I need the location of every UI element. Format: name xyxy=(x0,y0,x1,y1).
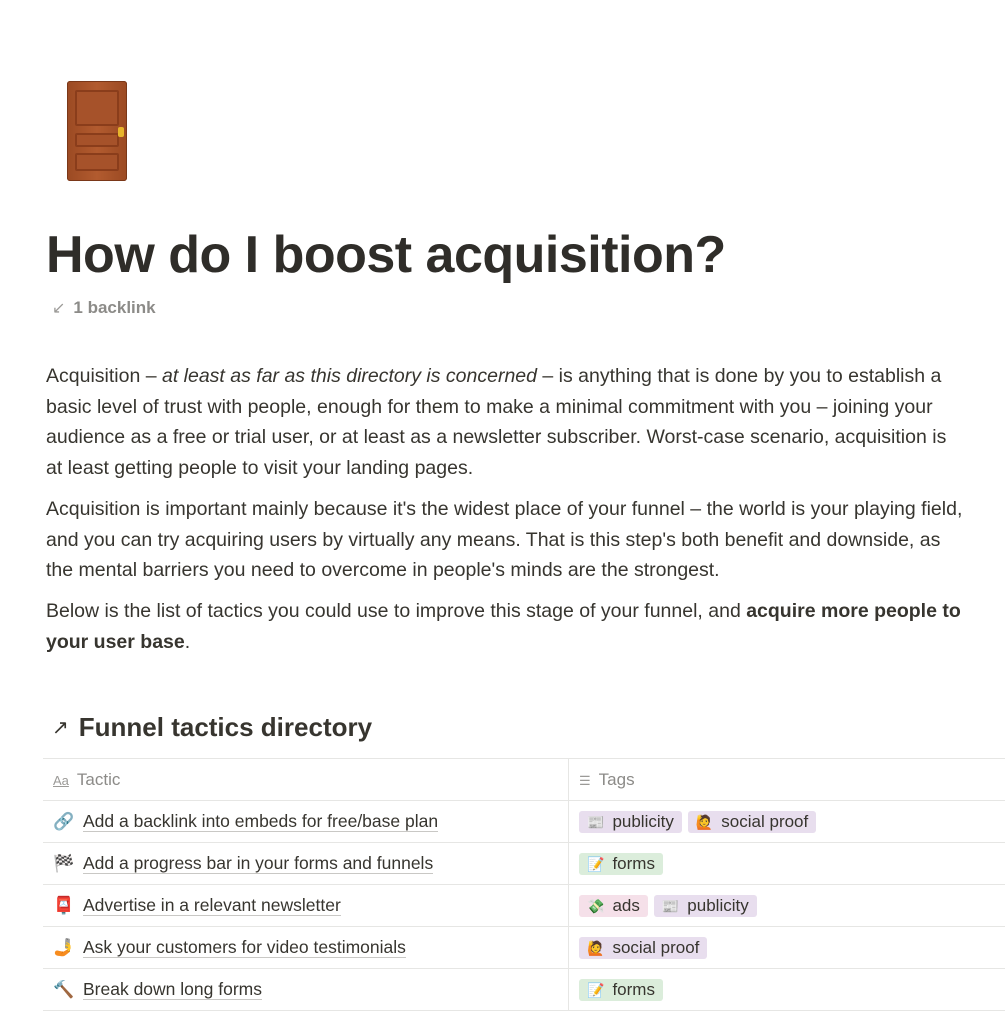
tag-label: publicity xyxy=(687,896,748,915)
list-property-icon: ☰ xyxy=(579,773,591,788)
tactic-link[interactable]: Ask your customers for video testimonials xyxy=(83,937,406,958)
paragraph-importance: Acquisition is important mainly because it's the widest place of your funnel – the world is your playing field, and you can try acquiring users by virtually any means. That is this step's both benefit and downside, as the mental barriers you need to overcome in people's minds are the strongest. xyxy=(46,494,966,586)
door-panel xyxy=(75,153,119,171)
table-header-row xyxy=(43,759,1005,801)
tactic-link[interactable]: Advertise in a relevant newsletter xyxy=(83,895,341,916)
tag-badge xyxy=(579,811,682,833)
tag-badge xyxy=(579,937,707,959)
linked-database-title[interactable] xyxy=(52,712,372,743)
arrow-up-right-icon: ↗ xyxy=(52,715,69,740)
tag-label: forms xyxy=(612,980,655,999)
table-row[interactable] xyxy=(43,969,1005,1011)
italic-text: at least as far as this directory is concerned xyxy=(162,365,537,387)
tag-label: forms xyxy=(612,854,655,873)
tag-emoji-icon: 💸 xyxy=(587,898,604,914)
column-label: Tags xyxy=(599,770,635,789)
tag-label: social proof xyxy=(721,812,808,831)
door-panel xyxy=(75,90,119,126)
table-row[interactable] xyxy=(43,885,1005,927)
tactic-link[interactable]: Break down long forms xyxy=(83,979,262,1000)
tags-cell[interactable] xyxy=(569,927,1005,969)
tactic-emoji-icon: 🤳 xyxy=(53,938,75,958)
tag-label: social proof xyxy=(612,938,699,957)
tag-emoji-icon: 📝 xyxy=(587,856,604,872)
tag-badge xyxy=(654,895,757,917)
tag-emoji-icon: 📰 xyxy=(587,814,604,830)
tags-cell[interactable] xyxy=(569,801,1005,843)
column-header-tags[interactable] xyxy=(569,759,1005,801)
tactic-cell[interactable] xyxy=(43,927,569,969)
tag-label: ads xyxy=(612,896,639,915)
door-knob xyxy=(118,127,124,137)
text-property-icon: Aa xyxy=(53,773,69,788)
tag-badge xyxy=(579,853,663,875)
backlinks-button[interactable] xyxy=(52,298,156,318)
tactic-link[interactable]: Add a backlink into embeds for free/base plan xyxy=(83,811,438,832)
text: Below is the list of tactics you could use to improve this stage of your funnel, and xyxy=(46,600,746,622)
text: . xyxy=(185,631,190,653)
tag-badge xyxy=(688,811,816,833)
page-title[interactable]: How do I boost acquisition? xyxy=(46,225,726,285)
tactic-emoji-icon: 🏁 xyxy=(53,854,75,874)
arrow-down-left-icon: ↙ xyxy=(52,298,65,318)
database-title: Funnel tactics directory xyxy=(79,712,372,743)
tactic-cell[interactable] xyxy=(43,801,569,843)
tag-badge xyxy=(579,979,663,1001)
table-row[interactable] xyxy=(43,927,1005,969)
backlinks-label: 1 backlink xyxy=(73,298,155,318)
tactic-cell[interactable] xyxy=(43,969,569,1011)
text: – is anything that is done by you to establish a basic level of trust with people, enough for them to make a minimal commitment with you – joining your audience as a free or trial user, or at least as a newsletter subscriber. Worst-case scenario, acquisition is at least getting people to visit your landing pages. xyxy=(46,365,946,479)
tactic-emoji-icon: 📮 xyxy=(53,896,75,916)
text: Acquisition – xyxy=(46,365,162,387)
tag-emoji-icon: 📝 xyxy=(587,982,604,998)
tactic-cell[interactable] xyxy=(43,885,569,927)
door-icon[interactable] xyxy=(67,81,127,181)
bold-text: acquire more people to your user base xyxy=(46,600,961,653)
paragraph-below xyxy=(46,596,966,657)
tag-label: publicity xyxy=(612,812,673,831)
column-label: Tactic xyxy=(77,770,120,789)
tactic-link[interactable]: Add a progress bar in your forms and funnels xyxy=(83,853,433,874)
tag-emoji-icon: 📰 xyxy=(662,898,679,914)
tag-badge xyxy=(579,895,648,917)
tag-emoji-icon: 🙋 xyxy=(587,940,604,956)
tactic-cell[interactable] xyxy=(43,843,569,885)
door-panel xyxy=(75,133,119,147)
column-header-tactic[interactable] xyxy=(43,759,569,801)
tactics-table xyxy=(43,758,1005,1011)
tags-cell[interactable] xyxy=(569,843,1005,885)
paragraph-intro xyxy=(46,361,966,483)
tags-cell[interactable] xyxy=(569,885,1005,927)
table-row[interactable] xyxy=(43,801,1005,843)
tactic-emoji-icon: 🔗 xyxy=(53,812,75,832)
tags-cell[interactable] xyxy=(569,969,1005,1011)
tactic-emoji-icon: 🔨 xyxy=(53,980,75,1000)
tag-emoji-icon: 🙋 xyxy=(696,814,713,830)
table-row[interactable] xyxy=(43,843,1005,885)
